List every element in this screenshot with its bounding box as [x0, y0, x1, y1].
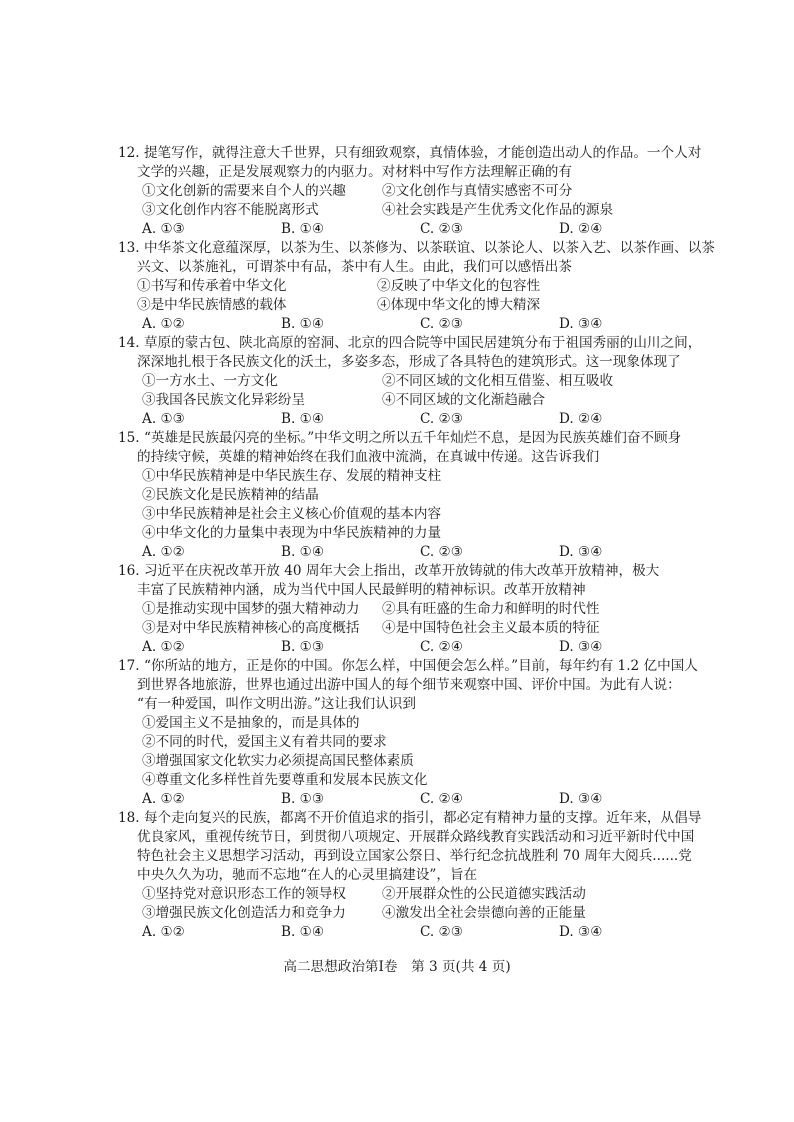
question-number: 13. [118, 240, 140, 256]
question-number: 15. [118, 430, 140, 446]
answer-choice: A. ①② [142, 544, 185, 560]
option-row [118, 619, 698, 638]
question-17 [118, 657, 698, 809]
option: ④社会实践是产生优秀文化作品的源泉 [382, 202, 614, 218]
answer-row [118, 543, 698, 562]
option-row [118, 296, 698, 315]
question-number: 16. [118, 563, 140, 579]
answer-choice: D. ③④ [559, 791, 603, 807]
question-stem-line: 优良家风，重视传统节日，到贯彻八项规定、开展群众路线教育实践活动和习近平新时代中国 [137, 829, 695, 845]
answer-choice: B. ①③ [281, 639, 325, 655]
option: ②具有旺盛的生命力和鲜明的时代性 [382, 601, 600, 617]
question-12 [118, 144, 702, 239]
option-row [118, 885, 698, 904]
answer-choice: B. ①③ [281, 791, 325, 807]
answer-choice: D. ③④ [559, 639, 603, 655]
answer-row [118, 790, 698, 809]
question-13 [118, 239, 715, 334]
page-footer: 高二思想政治第Ⅰ卷 第 3 页(共 4 页) [283, 959, 511, 975]
answer-choice: D. ②④ [559, 411, 603, 427]
option: ③中华民族精神是社会主义核心价值观的基本内容 [142, 506, 442, 522]
option: ①爱国主义不是抽象的，而是具体的 [142, 715, 360, 731]
option-row [118, 372, 698, 391]
answer-row [118, 220, 698, 239]
answer-choice: D. ②④ [559, 221, 603, 237]
answer-choice: D. ③④ [559, 544, 603, 560]
answer-choice: B. ①④ [281, 924, 325, 940]
question-stem-line: 特色社会主义思想学习活动，再到设立国家公祭日、举行纪念抗战胜利 70 周年大阅兵......党 [137, 848, 692, 864]
answer-row [118, 638, 698, 657]
option: ③是中华民族情感的载体 [137, 297, 287, 313]
option-row [118, 201, 698, 220]
option-row [118, 391, 698, 410]
question-stem-line: 文学的兴趣，正是发展观察力的内驱力。对材料中写作方法理解正确的有 [137, 164, 572, 180]
question-18 [118, 809, 702, 942]
answer-choice: B. ①④ [281, 316, 325, 332]
answer-choice: A. ①② [142, 316, 185, 332]
answer-choice: C. ②③ [420, 316, 463, 332]
question-stem-line: 中央久久为功，驰而不忘地“在人的心灵里搞建设”，旨在 [137, 867, 478, 883]
option: ②开展群众性的公民道德实践活动 [382, 886, 586, 902]
question-stem-line: 17. “你所站的地方，正是你的中国。你怎么样，中国便会怎么样。”目前，每年约有 1.2 亿中国人 [118, 658, 698, 674]
option: ③我国各民族文化异彩纷呈 [142, 392, 306, 408]
answer-choice: A. ①② [142, 924, 185, 940]
question-stem-line: 丰富了民族精神内涵，成为当代中国人民最鲜明的精神标识。改革开放精神 [137, 582, 586, 598]
option: ②不同的时代，爱国主义有着共同的要求 [142, 734, 387, 750]
option: ①一方水土、一方文化 [142, 373, 278, 389]
option: ①中华民族精神是中华民族生存、发展的精神支柱 [142, 468, 442, 484]
answer-choice: B. ①④ [281, 544, 325, 560]
option-row [118, 277, 698, 296]
question-stem-line: 16. 习近平在庆祝改革开放 40 周年大会上指出，改革开放铸就的伟大改革开放精神，极大 [118, 563, 660, 579]
question-number: 18. [118, 810, 140, 826]
answer-choice: B. ①④ [281, 411, 325, 427]
option: ①是推动实现中国梦的强大精神动力 [142, 601, 360, 617]
question-stem-line: 的持续守候，英雄的精神始终在我们血液中流淌，在真诚中传递。这告诉我们 [137, 449, 600, 465]
option: ④是中国特色社会主义最本质的特征 [382, 620, 600, 636]
question-stem-line: 12. 提笔写作，就得注意大千世界，只有细致观察，真情体验，才能创造出动人的作品。一个人对 [118, 145, 702, 161]
option-row [118, 600, 698, 619]
option: ①书写和传承着中华文化 [137, 278, 287, 294]
answer-choice: C. ②④ [420, 791, 463, 807]
option: ①坚持党对意识形态工作的领导权 [142, 886, 346, 902]
question-list [118, 144, 715, 942]
option: ③增强民族文化创造活力和竞争力 [142, 905, 346, 921]
question-16 [118, 562, 698, 657]
option: ②不同区域的文化相互借鉴、相互吸收 [382, 373, 614, 389]
option: ③是对中华民族精神核心的高度概括 [142, 620, 360, 636]
option: ②民族文化是民族精神的结晶 [142, 487, 319, 503]
answer-choice: C. ②③ [420, 411, 463, 427]
option: ②文化创作与真情实感密不可分 [382, 183, 573, 199]
option: ④体现中华文化的博大精深 [377, 297, 541, 313]
answer-choice: C. ②④ [420, 639, 463, 655]
question-stem-line: 兴文、以茶施礼，可谓茶中有品，茶中有人生。由此，我们可以感悟出茶 [137, 259, 572, 275]
answer-row [118, 315, 698, 334]
question-stem-line: 18. 每个走向复兴的民族，都离不开价值追求的指引，都必定有精神力量的支撑。近年来，从倡导 [118, 810, 702, 826]
question-stem-line: 15. “英雄是民族最闪亮的坐标。”中华文明之所以五千年灿烂不息，是因为民族英雄们奋不顾身 [118, 430, 682, 446]
answer-choice: C. ②③ [420, 924, 463, 940]
answer-choice: A. ①③ [142, 221, 185, 237]
option: ③增强国家文化软实力必须提高国民整体素质 [142, 753, 414, 769]
question-number: 12. [118, 145, 140, 161]
answer-choice: D. ③④ [559, 924, 603, 940]
option: ①文化创新的需要来自个人的兴趣 [142, 183, 346, 199]
option-row [118, 182, 698, 201]
question-stem-line: “有一种爱国，叫作文明出游。”这让我们认识到 [137, 696, 416, 712]
answer-choice: D. ③④ [559, 316, 603, 332]
option: ④中华文化的力量集中表现为中华民族精神的力量 [142, 525, 442, 541]
question-stem-line: 13. 中华茶文化意蕴深厚，以茶为生、以茶修为、以茶联谊、以茶论人、以茶入艺、以茶作画、以茶 [118, 240, 715, 256]
question-number: 17. [118, 658, 140, 674]
answer-row [118, 923, 698, 942]
question-14 [118, 334, 702, 429]
question-number: 14. [118, 335, 140, 351]
answer-choice: A. ①② [142, 791, 185, 807]
option: ④激发出全社会崇德向善的正能量 [382, 905, 586, 921]
option-row [118, 904, 698, 923]
answer-choice: B. ①④ [281, 221, 325, 237]
answer-choice: A. ①③ [142, 411, 185, 427]
question-stem-line: 到世界各地旅游，世界也通过出游中国人的每个细节来观察中国、评价中国。为此有人说： [137, 677, 681, 693]
question-stem-line: 深深地扎根于各民族文化的沃土，多姿多态，形成了各具特色的建筑形式。这一现象体现了 [137, 354, 681, 370]
answer-choice: A. ①② [142, 639, 185, 655]
option: ④不同区域的文化渐趋融合 [382, 392, 546, 408]
question-stem-line: 14. 草原的蒙古包、陕北高原的窑洞、北京的四合院等中国民居建筑分布于祖国秀丽的山川之间， [118, 335, 702, 351]
answer-choice: C. ②③ [420, 544, 463, 560]
question-15 [118, 429, 698, 562]
answer-row [118, 410, 698, 429]
option: ④尊重文化多样性首先要尊重和发展本民族文化 [142, 772, 428, 788]
answer-choice: C. ②③ [420, 221, 463, 237]
option: ③文化创作内容不能脱离形式 [142, 202, 319, 218]
option: ②反映了中华文化的包容性 [377, 278, 541, 294]
